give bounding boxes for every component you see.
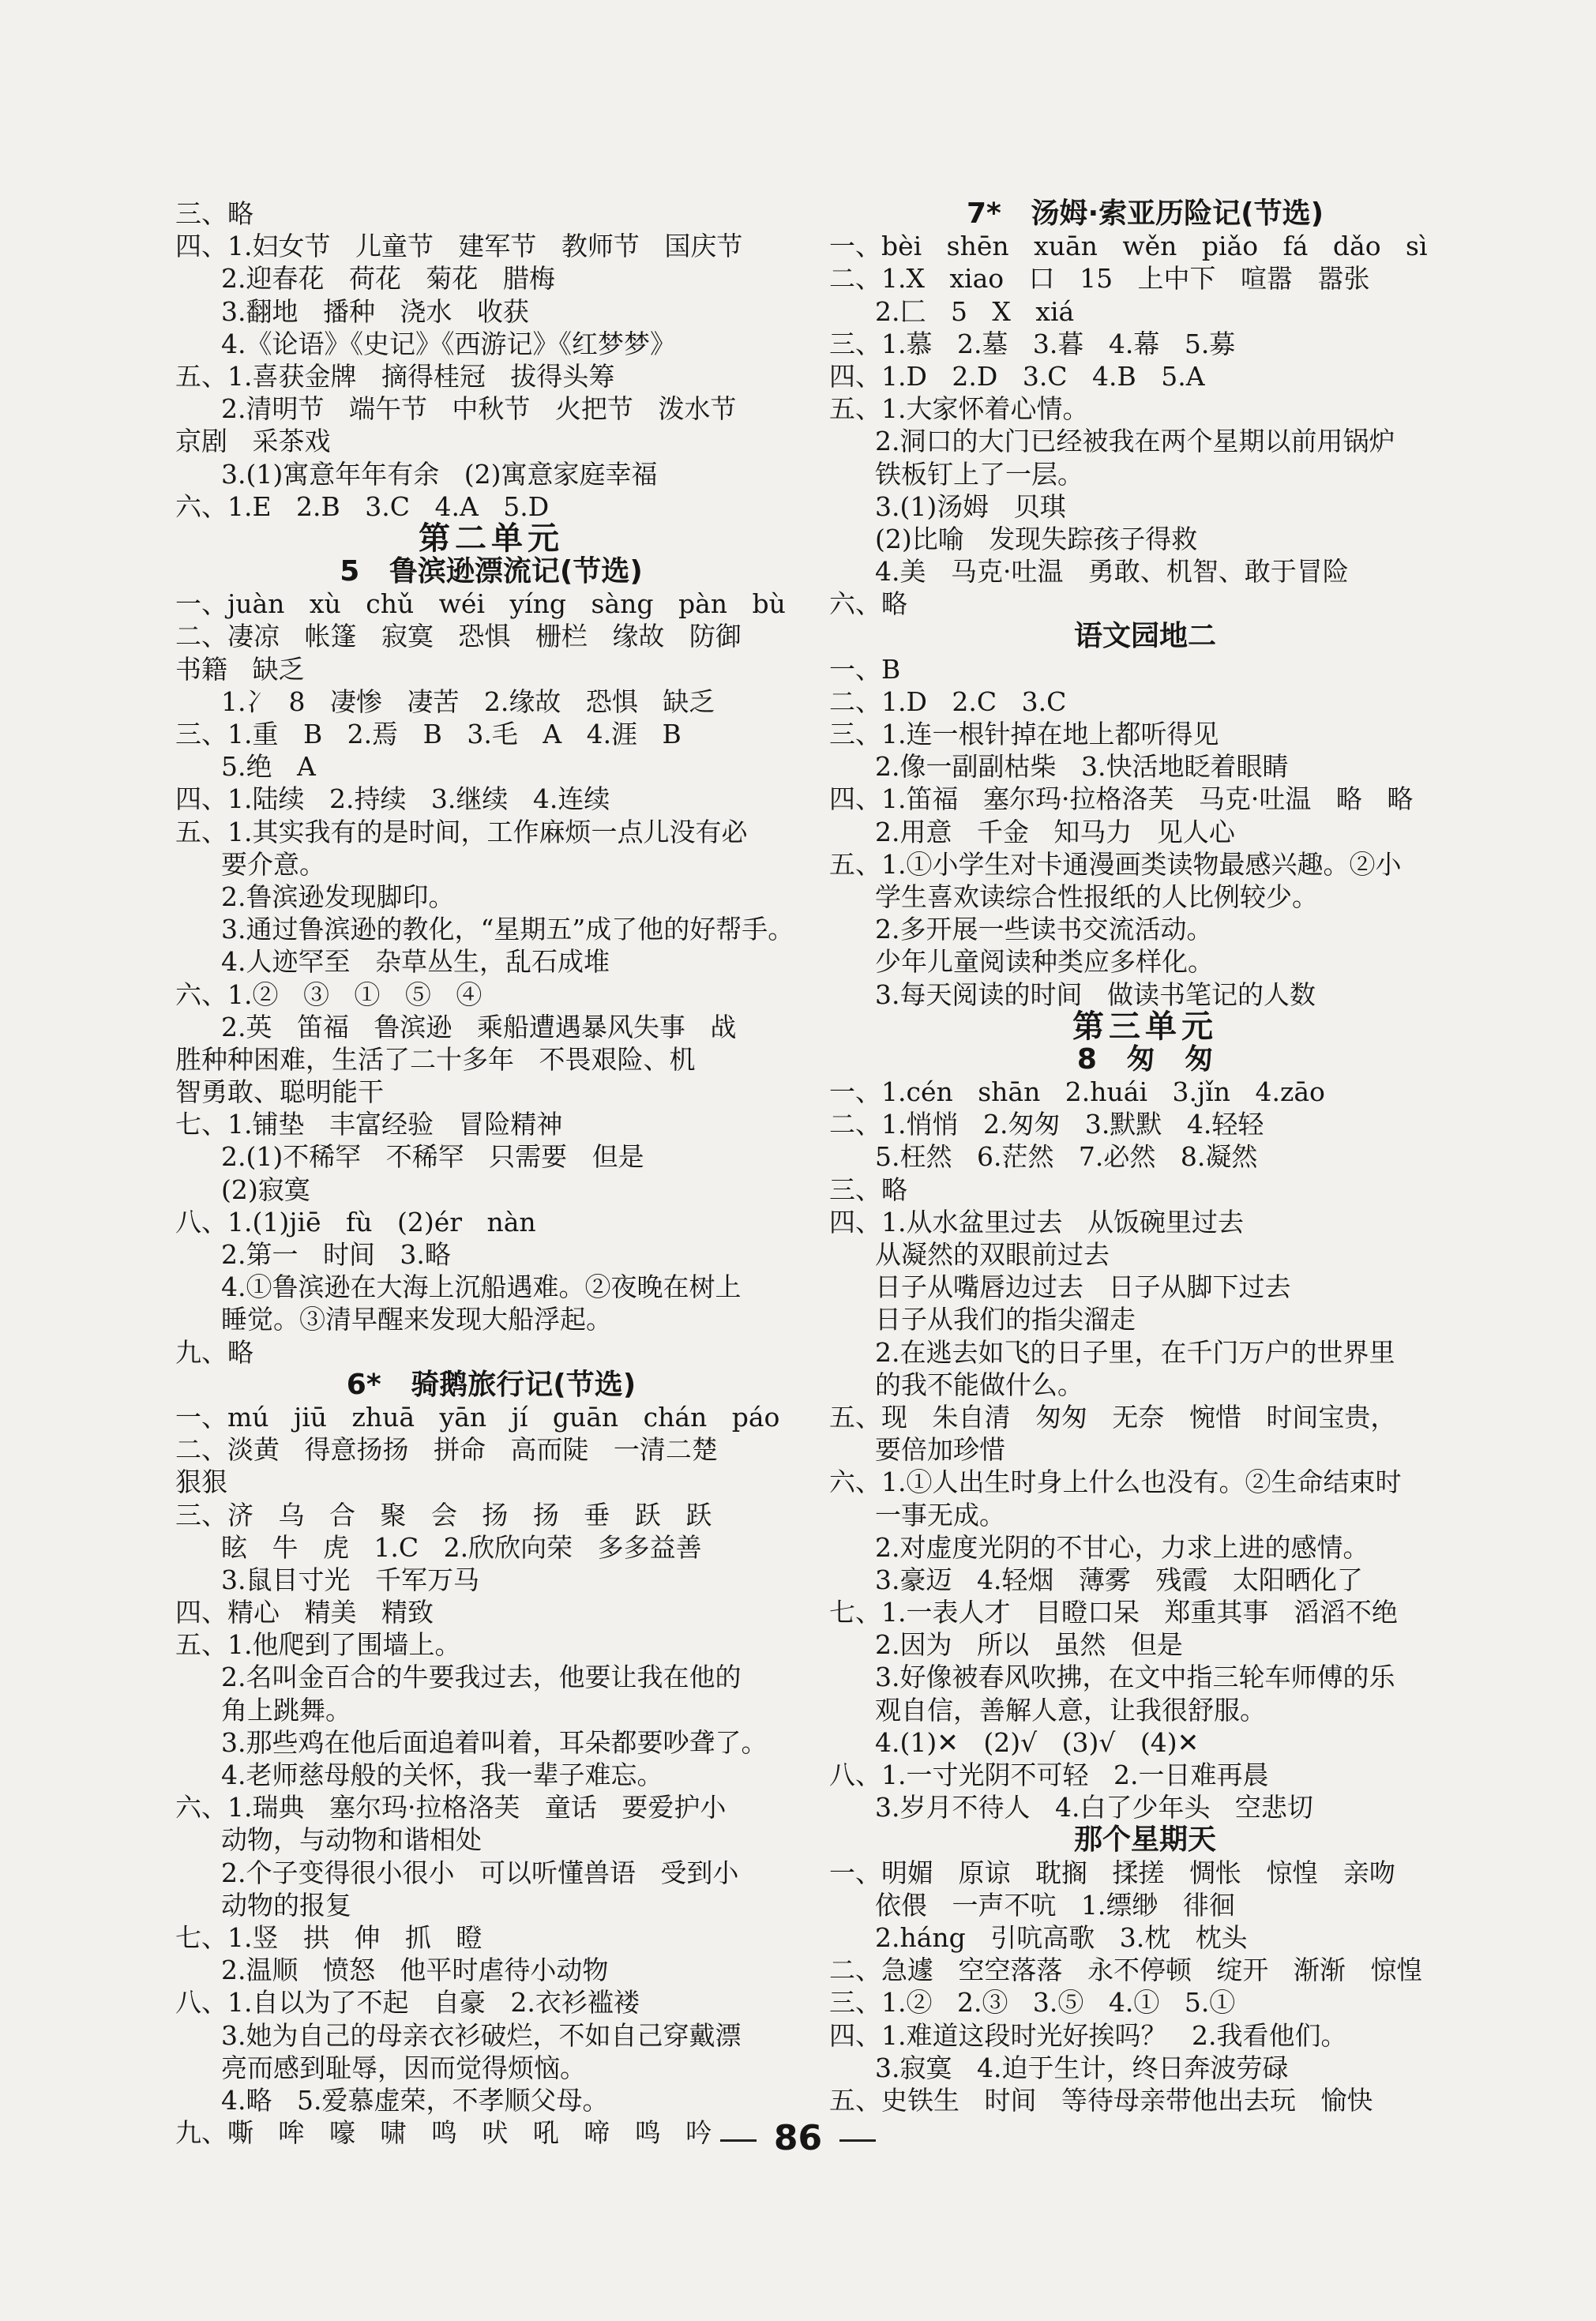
answer-line: 3.鼠目寸光 千军万马 (221, 1564, 479, 1595)
answer-line: 4.(1)✕ (2)√ (3)√ (4)✕ (875, 1726, 1200, 1758)
answer-line: 京剧 采茶戏 (175, 426, 331, 457)
answer-line: 3.通过鲁滨逊的教化，“星期五”成了他的好帮手。 (221, 914, 794, 945)
answer-line: 六、1.瑞典 塞尔玛·拉格洛芙 童话 要爱护小 (175, 1792, 727, 1823)
answer-line: 2.个子变得很小很小 可以听懂兽语 受到小 (221, 1857, 739, 1888)
answer-line: 4.老师慈母般的关怀，我一辈子难忘。 (221, 1760, 663, 1790)
answer-line: 学生喜欢读综合性报纸的人比例较少。 (875, 881, 1318, 912)
answer-line: 2.在逃去如飞的日子里，在千门万户的世界里 (875, 1336, 1395, 1368)
answer-line: 七、1.铺垫 丰富经验 冒险精神 (175, 1109, 563, 1140)
answer-line: 2.因为 所以 虽然 但是 (875, 1629, 1183, 1661)
answer-line: 观自信，善解人意，让我很舒服。 (875, 1694, 1266, 1726)
answer-line: 3.好像被春风吹拂，在文中指三轮车师傅的乐 (875, 1662, 1395, 1693)
answer-line: (2)比喻 发现失踪孩子得救 (875, 523, 1198, 554)
answer-line: 三、略 (175, 198, 253, 229)
answer-line: 八、1.(1)jiē fù (2)ér nàn (175, 1206, 536, 1237)
answer-line: 4.《论语》《史记》《西游记》《红梦梦》 (221, 328, 676, 359)
answer-line: 三、1.连一根针掉在地上都听得见 (829, 719, 1219, 749)
answer-line: 日子从我们的指尖溜走 (875, 1304, 1136, 1335)
answer-line: 4.略 5.爱慕虚荣，不孝顺父母。 (221, 2084, 609, 2116)
section-heading: 5 鲁滨逊漂流记(节选) (340, 555, 643, 588)
answer-line: 要介意。 (221, 848, 325, 880)
answer-line: 四、1.从水盆里过去 从饭碗里过去 (829, 1206, 1244, 1237)
answer-line: 2.英 笛福 鲁滨逊 乘船遭遇暴风失事 战 (221, 1011, 737, 1042)
section-heading: 那个星期天 (1073, 1823, 1216, 1857)
answer-line: 角上跳舞。 (221, 1694, 351, 1726)
answer-line: 5.绝 A (221, 751, 316, 783)
answer-line: 二、淡黄 得意扬扬 拼命 高而陡 一清二楚 (175, 1434, 718, 1466)
answer-line: 2.像一副副枯柴 3.快活地眨着眼睛 (875, 751, 1289, 783)
answer-line: 三、济 乌 合 聚 会 扬 扬 垂 跃 跃 (175, 1499, 712, 1530)
answer-line: 5.枉然 6.茫然 7.必然 8.凝然 (875, 1141, 1258, 1173)
answer-line: 动物的报复 (221, 1889, 351, 1921)
answer-line: 三、1.重 B 2.焉 B 3.毛 A 4.涯 B (175, 719, 682, 749)
answer-line: 一、bèi shēn xuān wěn piǎo fá dǎo sì (829, 231, 1428, 262)
answer-line: 四、1.D 2.D 3.C 4.B 5.A (829, 360, 1205, 392)
answer-line: 五、史铁生 时间 等待母亲带他出去玩 愉快 (829, 2084, 1373, 2116)
answer-line: 2.鲁滨逊发现脚印。 (221, 881, 455, 912)
answer-line: 四、1.陆续 2.持续 3.继续 4.连续 (175, 783, 610, 815)
answer-line: 2.迎春花 荷花 菊花 腊梅 (221, 263, 555, 295)
answer-line: 4.人迹罕至 杂草丛生，乱石成堆 (221, 946, 610, 978)
answer-line: 依偎 一声不吭 1.缥缈 徘徊 (875, 1889, 1235, 1921)
answer-line: 二、1.悄悄 2.匆匆 3.默默 4.轻轻 (829, 1109, 1264, 1140)
answer-line: 眩 牛 虎 1.C 2.欣欣向荣 多多益善 (221, 1531, 702, 1563)
section-heading: 8 匆 匆 (1076, 1042, 1214, 1076)
answer-line: 智勇敢、聪明能干 (175, 1076, 384, 1108)
answer-line: 五、1.他爬到了围墙上。 (175, 1629, 461, 1661)
right-column (829, 197, 1461, 2116)
answer-line: 二、急遽 空空落落 永不停顿 绽开 渐渐 惊惶 (829, 1955, 1423, 1986)
answer-line: 胜种种困难，生活了二十多年 不畏艰险、机 (175, 1043, 696, 1075)
answer-line: 2.用意 千金 知马力 见人心 (875, 816, 1235, 847)
answer-line: 八、1.一寸光阴不可轻 2.一日难再晨 (829, 1760, 1269, 1790)
answer-line: 2.名叫金百合的牛要我过去，他要让我在他的 (221, 1662, 742, 1693)
answer-line: 2.清明节 端午节 中秋节 火把节 泼水节 (221, 393, 737, 425)
answer-line: 五、1.其实我有的是时间，工作麻烦一点儿没有必 (175, 816, 748, 847)
answer-line: 四、精心 精美 精致 (175, 1597, 434, 1628)
answer-line: 三、略 (829, 1174, 907, 1205)
answer-line: 一、mú jiū zhuā yān jí guān chán páo (175, 1401, 780, 1433)
unit-heading: 第三单元 (1072, 1008, 1218, 1045)
answer-line: 二、凄凉 帐篷 寂寞 恐惧 栅栏 缘故 防御 (175, 621, 742, 652)
answer-line: 六、1.E 2.B 3.C 4.A 5.D (175, 490, 550, 522)
answer-line: 3.每天阅读的时间 做读书笔记的人数 (875, 978, 1316, 1010)
answer-line: 一、1.cén shān 2.huái 3.jǐn 4.zāo (829, 1076, 1325, 1108)
answer-line: 四、1.妇女节 儿童节 建军节 教师节 国庆节 (175, 231, 743, 262)
answer-line: 九、略 (175, 1336, 253, 1368)
answer-line: 一事无成。 (875, 1499, 1005, 1530)
answer-line: 一、B (829, 653, 901, 685)
answer-line: 狠狠 (175, 1467, 227, 1498)
answer-line: 2.多开展一些读书交流活动。 (875, 914, 1213, 945)
answer-line: 六、略 (829, 588, 907, 620)
answer-line: 书籍 缺乏 (175, 653, 305, 685)
answer-line: 三、1.慕 2.墓 3.暮 4.幕 5.募 (829, 328, 1236, 359)
answer-line: 少年儿童阅读种类应多样化。 (875, 946, 1214, 978)
answer-line: 2.háng 引吭高歌 3.枕 枕头 (875, 1921, 1248, 1953)
answer-line: 2.对虚度光阴的不甘心，力求上进的感情。 (875, 1531, 1369, 1563)
unit-heading: 第二单元 (419, 520, 564, 557)
answer-line: 4.①鲁滨逊在大海上沉船遇难。②夜晚在树上 (221, 1271, 742, 1303)
answer-line: 七、1.竖 拱 伸 抓 瞪 (175, 1921, 483, 1953)
answer-line: 2.第一 时间 3.略 (221, 1239, 451, 1270)
section-heading: 语文园地二 (1073, 620, 1216, 653)
answer-line: 从凝然的双眼前过去 (875, 1239, 1110, 1270)
answer-line: 六、1.② ③ ① ⑤ ④ (175, 978, 483, 1010)
answer-line: 五、1.大家怀着心情。 (829, 393, 1089, 425)
answer-line: 一、juàn xù chǔ wéi yíng sàng pàn bù (175, 588, 786, 620)
answer-line: 五、1.①小学生对卡通漫画类读物最感兴趣。②小 (829, 848, 1402, 880)
answer-line: 2.洞口的大门已经被我在两个星期以前用锅炉 (875, 426, 1395, 457)
answer-line: 的我不能做什么。 (875, 1369, 1083, 1400)
answer-line: 3.翻地 播种 浇水 收获 (221, 295, 529, 327)
answer-line: 亮而感到耻辱，因而觉得烦恼。 (221, 2052, 586, 2083)
answer-line: 2.温顺 愤怒 他平时虐待小动物 (221, 1955, 609, 1986)
answer-line: 3.豪迈 4.轻烟 薄雾 残霞 太阳晒化了 (875, 1564, 1363, 1595)
answer-line: 八、1.自以为了不起 自豪 2.衣衫褴褛 (175, 1987, 640, 2019)
answer-line: 睡觉。③清早醒来发现大船浮起。 (221, 1304, 612, 1335)
page-number-footer (0, 2118, 1596, 2158)
right-dash (839, 2139, 876, 2142)
answer-line: 二、1.X xiao 口 15 上中下 喧嚣 嚣张 (829, 263, 1370, 295)
answer-line: 五、1.喜获金牌 摘得桂冠 拔得头筹 (175, 360, 615, 392)
answer-line: 一、明媚 原谅 耽搁 揉搓 惆怅 惊惶 亲吻 (829, 1857, 1395, 1888)
answer-line: 五、现 朱自清 匆匆 无奈 惋惜 时间宝贵， (829, 1401, 1397, 1433)
answer-line: 3.寂寞 4.迫于生计，终日奔波劳碌 (875, 2052, 1289, 2083)
answer-line: 4.美 马克·吐温 勇敢、机智、敢于冒险 (875, 556, 1349, 588)
answer-line: 3.那些鸡在他后面追着叫着，耳朵都要吵聋了。 (221, 1726, 768, 1758)
answer-line: 七、1.一表人才 目瞪口呆 郑重其事 滔滔不绝 (829, 1597, 1398, 1628)
answer-line: 二、1.D 2.C 3.C (829, 685, 1067, 717)
left-dash (720, 2139, 757, 2142)
answer-line: 三、1.② 2.③ 3.⑤ 4.① 5.① (829, 1987, 1236, 2019)
page-number: 86 (773, 2118, 823, 2158)
answer-line: 2.匚 5 X xiá (875, 295, 1075, 327)
answer-line: 3.岁月不待人 4.白了少年头 空悲切 (875, 1792, 1313, 1823)
answer-line: 3.她为自己的母亲衣衫破烂，不如自己穿戴漂 (221, 2019, 742, 2051)
answer-line: 六、1.①人出生时身上什么也没有。②生命结束时 (829, 1467, 1402, 1498)
answer-line: 3.(1)寓意年年有余 (2)寓意家庭幸福 (221, 458, 658, 490)
answer-line: 四、1.难道这段时光好挨吗？ 2.我看他们。 (829, 2019, 1347, 2051)
answer-line: 九、嘶 哞 嚎 啸 鸣 吠 吼 啼 鸣 吟 (175, 2117, 712, 2149)
section-heading: 6* 骑鹅旅行记(节选) (346, 1368, 637, 1401)
section-heading: 7* 汤姆·索亚历险记(节选) (966, 197, 1324, 230)
answer-line: 四、1.笛福 塞尔玛·拉格洛芙 马克·吐温 略 略 (829, 783, 1414, 815)
answer-line: 铁板钉上了一层。 (875, 458, 1083, 490)
answer-line: 3.(1)汤姆 贝琪 (875, 490, 1066, 522)
answer-line: 动物，与动物和谐相处 (221, 1824, 482, 1856)
answer-line: 要倍加珍惜 (875, 1434, 1005, 1466)
answer-line: 1.冫 8 凄惨 凄苦 2.缘故 恐惧 缺乏 (221, 685, 715, 717)
left-column (175, 197, 807, 2149)
answer-line: (2)寂寞 (221, 1174, 310, 1205)
answer-line: 日子从嘴唇边过去 日子从脚下过去 (875, 1271, 1291, 1303)
answer-line: 2.(1)不稀罕 不稀罕 只需要 但是 (221, 1141, 644, 1173)
